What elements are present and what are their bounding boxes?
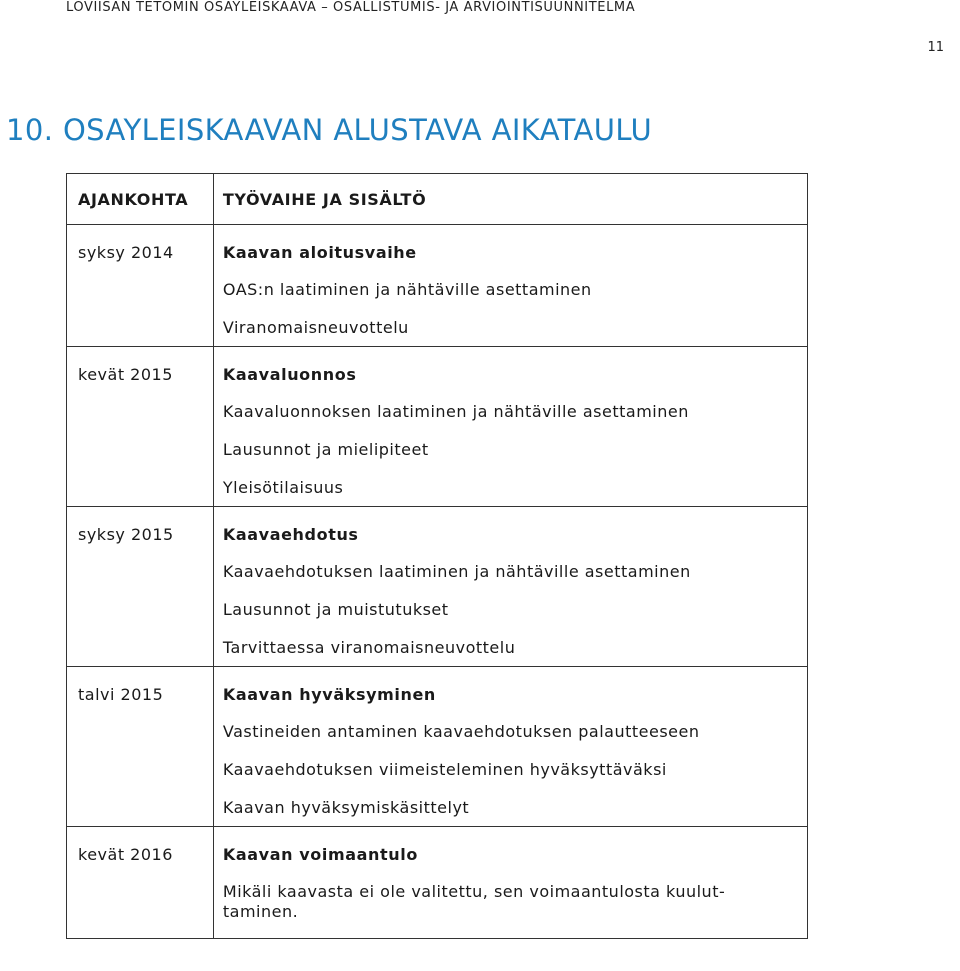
- phase-item: Viranomaisneuvottelu: [222, 318, 409, 337]
- header-phase: TYÖVAIHE JA SISÄLTÖ: [213, 174, 807, 225]
- phase-item: Kaavaluonnoksen laatiminen ja nähtäville asettaminen: [222, 402, 689, 421]
- phase-cell: [213, 667, 807, 827]
- phase-cell: [213, 507, 807, 667]
- time-cell: kevät 2015: [67, 347, 214, 507]
- table-row: [67, 507, 808, 667]
- schedule-table: [66, 173, 808, 939]
- phase-item: OAS:n laatiminen ja nähtäville asettaminen: [222, 280, 592, 299]
- time-cell: kevät 2016: [67, 827, 214, 939]
- time-cell: talvi 2015: [67, 667, 214, 827]
- running-header: LOVIISAN TETOMIN OSAYLEISKAAVA – OSALLISTUMIS- JA ARVIOINTISUUNNITELMA: [66, 0, 636, 15]
- phase-item: Kaavaehdotuksen viimeisteleminen hyväksyttäväksi: [222, 760, 667, 779]
- phase-item: Yleisötilaisuus: [222, 478, 344, 497]
- phase-cell: [213, 347, 807, 507]
- table-row: [67, 225, 808, 347]
- phase-title: Kaavan hyväksyminen: [222, 685, 436, 704]
- phase-item: Mikäli kaavasta ei ole valitettu, sen voimaantulosta kuulut-taminen.: [222, 882, 726, 921]
- table-row: [67, 347, 808, 507]
- page-number: 11: [927, 40, 944, 55]
- phase-cell: [213, 225, 807, 347]
- phase-item: Vastineiden antaminen kaavaehdotuksen palautteeseen: [222, 722, 700, 741]
- phase-item: Lausunnot ja muistutukset: [222, 600, 449, 619]
- phase-item: Kaavaehdotuksen laatiminen ja nähtäville asettaminen: [222, 562, 691, 581]
- phase-title: Kaavaluonnos: [222, 365, 357, 384]
- table-row: [67, 667, 808, 827]
- time-cell: syksy 2015: [67, 507, 214, 667]
- table-row: [67, 827, 808, 939]
- phase-cell: [213, 827, 807, 939]
- header-time: AJANKOHTA: [67, 174, 214, 225]
- table-header-row: [67, 174, 808, 225]
- phase-title: Kaavan aloitusvaihe: [222, 243, 417, 262]
- section-title: 10. OSAYLEISKAAVAN ALUSTAVA AIKATAULU: [6, 113, 653, 147]
- phase-item: Lausunnot ja mielipiteet: [222, 440, 429, 459]
- phase-item: Kaavan hyväksymiskäsittelyt: [222, 798, 470, 817]
- phase-title: Kaavaehdotus: [222, 525, 359, 544]
- time-cell: syksy 2014: [67, 225, 214, 347]
- phase-item: Tarvittaessa viranomaisneuvottelu: [222, 638, 516, 657]
- phase-title: Kaavan voimaantulo: [222, 845, 418, 864]
